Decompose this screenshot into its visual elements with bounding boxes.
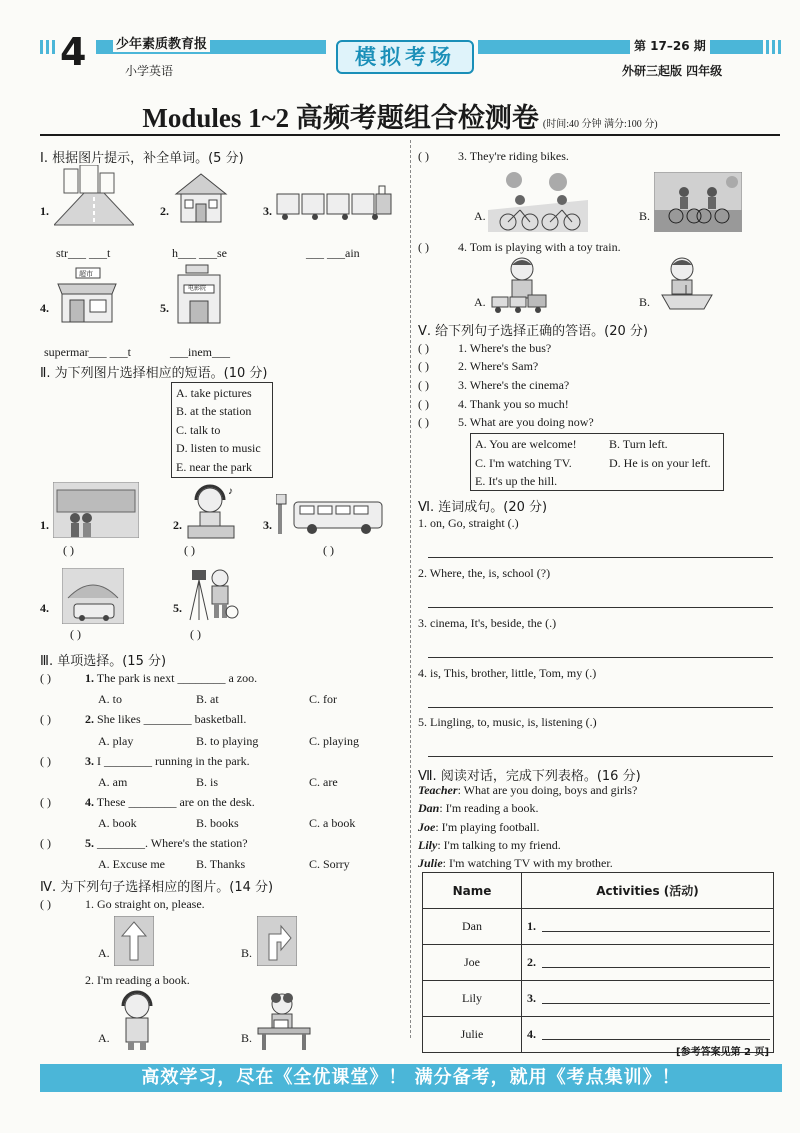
s4-paren-3[interactable]: ( ) — [418, 149, 429, 163]
s4-q2-b-label: B. — [241, 1031, 253, 1045]
s5-paren-4[interactable]: ( ) — [418, 397, 429, 411]
section-6-heading: Ⅵ. 连词成句。(20 分) — [418, 500, 548, 515]
s1-word-5: ___inem___ — [170, 345, 230, 359]
answer-reference: [参考答案见第 2 页] — [676, 1047, 770, 1058]
s3-q4: 4. These ________ are on the desk. — [85, 795, 255, 809]
dialogue-line-joe: Joe: I'm playing football. — [418, 820, 540, 834]
row-answer-4[interactable]: 4. — [522, 1017, 774, 1053]
riding-bikes-picture-b — [654, 172, 742, 232]
s3-q5: 5. ________. Where's the station? — [85, 836, 248, 850]
s3-q1-a: A. to — [98, 692, 122, 706]
s4-q4-a-label: A. — [474, 295, 486, 309]
girl-listening-picture — [112, 990, 162, 1052]
column-divider — [410, 140, 411, 1038]
banner-mock-exam: 模拟考场 — [336, 40, 474, 74]
s3-q1: 1. The park is next ________ a zoo. — [85, 671, 258, 685]
cinema-icon — [176, 263, 222, 325]
s4-q1: 1. Go straight on, please. — [85, 897, 205, 911]
answer-options-box — [470, 433, 724, 491]
dialogue-line-dan: Dan: I'm reading a book. — [418, 801, 539, 815]
table-row — [423, 909, 774, 945]
answer-option-e: E. It's up the hill. — [475, 474, 558, 488]
issue-range: 第 17–26 期 — [630, 37, 710, 54]
s6-item-4: 4. is, This, brother, little, Tom, my (.) — [418, 666, 597, 680]
s2-num-2: 2. — [173, 518, 182, 532]
page-number: 4 — [60, 30, 87, 74]
subject-name: 小学英语 — [125, 64, 174, 78]
s4-q3-a-label: A. — [474, 209, 486, 223]
s3-q2: 2. She likes ________ basketball. — [85, 712, 247, 726]
house-icon — [172, 170, 230, 226]
s3-q2-c: C. playing — [309, 734, 359, 748]
s3-q3-b: B. is — [196, 775, 219, 789]
s1-word-2: h___ ___se — [172, 246, 227, 260]
s2-num-1: 1. — [40, 518, 49, 532]
phrase-options-box — [171, 382, 273, 478]
s3-paren-1[interactable]: ( ) — [40, 671, 51, 685]
s5-q3: 3. Where's the cinema? — [458, 378, 570, 392]
train-icon — [275, 180, 395, 224]
table-row — [423, 945, 774, 981]
s1-num-3: 3. — [263, 204, 272, 218]
turn-right-sign — [257, 916, 297, 966]
page-title: Modules 1~2 高频考题组合检测卷 (时间:40 分钟 满分:100 分) — [142, 103, 658, 133]
s6-answer-line-2[interactable] — [428, 607, 773, 608]
header-bar-right — [478, 40, 760, 54]
dialogue-line-julie: Julie: I'm watching TV with my brother. — [418, 856, 613, 870]
s3-q4-b: B. books — [196, 816, 239, 830]
row-name-joe: Joe — [423, 945, 522, 981]
s4-q4-b-label: B. — [639, 295, 651, 309]
s1-num-2: 2. — [160, 204, 169, 218]
s5-q1: 1. Where's the bus? — [458, 341, 552, 355]
s3-paren-2[interactable]: ( ) — [40, 712, 51, 726]
s1-num-1: 1. — [40, 204, 49, 218]
phrase-option-d: D. listen to music — [176, 441, 261, 455]
s6-item-1: 1. on, Go, straight (.) — [418, 516, 519, 530]
s6-answer-line-4[interactable] — [428, 707, 773, 708]
svg-text:♪: ♪ — [228, 486, 233, 497]
section-1-heading: Ⅰ. 根据图片提示，补全单词。(5 分) — [40, 151, 244, 166]
toy-boat-picture — [656, 255, 716, 315]
cinema-sign: 电影院 — [188, 285, 207, 292]
s2-num-5: 5. — [173, 601, 182, 615]
s3-q1-c: C. for — [309, 692, 337, 706]
phrase-option-b: B. at the station — [176, 404, 252, 418]
toy-train-picture — [490, 255, 550, 315]
s1-num-5: 5. — [160, 301, 169, 315]
answer-option-b: B. Turn left. — [609, 437, 668, 451]
s5-q2: 2. Where's Sam? — [458, 359, 539, 373]
s2-blank-4[interactable]: ( ) — [70, 627, 81, 641]
listen-music-picture — [186, 482, 242, 540]
s5-q5: 5. What are you doing now? — [458, 415, 594, 429]
s2-num-4: 4. — [40, 601, 49, 615]
activities-table — [422, 872, 774, 1053]
s3-q1-b: B. at — [196, 692, 219, 706]
s2-blank-5[interactable]: ( ) — [190, 627, 201, 641]
s5-paren-2[interactable]: ( ) — [418, 359, 429, 373]
s5-paren-3[interactable]: ( ) — [418, 378, 429, 392]
s1-num-4: 4. — [40, 301, 49, 315]
street-icon — [54, 165, 134, 227]
s6-item-3: 3. cinema, It's, beside, the (.) — [418, 616, 557, 630]
s1-word-3: ___ ___ain — [306, 246, 360, 260]
take-pictures-picture — [186, 564, 240, 622]
s4-paren-1[interactable]: ( ) — [40, 897, 51, 911]
phrase-option-c: C. talk to — [176, 423, 221, 437]
row-answer-3[interactable]: 3. — [522, 981, 774, 1017]
row-answer-1[interactable]: 1. — [522, 909, 774, 945]
s1-word-1: str___ ___t — [56, 246, 111, 260]
station-picture — [53, 482, 139, 538]
answer-option-a: A. You are welcome! — [475, 437, 577, 451]
s5-paren-5[interactable]: ( ) — [418, 415, 429, 429]
s6-answer-line-1[interactable] — [428, 557, 773, 558]
section-4-heading: Ⅳ. 为下列句子选择相应的图片。(14 分) — [40, 880, 274, 895]
s4-q1-b-label: B. — [241, 946, 253, 960]
s3-paren-5[interactable]: ( ) — [40, 836, 51, 850]
dialogue-line-lily: Lily: I'm talking to my friend. — [418, 838, 561, 852]
s3-q5-a: A. Excuse me — [98, 857, 165, 871]
s3-q3-c: C. are — [309, 775, 338, 789]
s6-answer-line-5[interactable] — [428, 756, 773, 757]
s2-blank-2[interactable]: ( ) — [184, 543, 195, 557]
s4-paren-4[interactable]: ( ) — [418, 240, 429, 254]
s3-paren-3[interactable]: ( ) — [40, 754, 51, 768]
s5-paren-1[interactable]: ( ) — [418, 341, 429, 355]
s4-q2-a-label: A. — [98, 1031, 110, 1045]
s3-q3: 3. I ________ running in the park. — [85, 754, 250, 768]
riding-bikes-picture-a — [488, 170, 588, 232]
header-stripe-right — [760, 40, 782, 54]
section-5-heading: Ⅴ. 给下列句子选择正确的答语。(20 分) — [418, 324, 648, 339]
s2-blank-1[interactable]: ( ) — [63, 543, 74, 557]
s4-q3: 3. They're riding bikes. — [458, 149, 569, 163]
supermarket-sign: 超市 — [79, 270, 93, 278]
row-answer-2[interactable]: 2. — [522, 945, 774, 981]
s1-word-4: supermar___ ___t — [44, 345, 131, 359]
s5-q4: 4. Thank you so much! — [458, 397, 569, 411]
s3-q5-c: C. Sorry — [309, 857, 350, 871]
s4-q1-a-label: A. — [98, 946, 110, 960]
answer-option-c: C. I'm watching TV. — [475, 456, 572, 470]
s3-q5-b: B. Thanks — [196, 857, 246, 871]
s3-q3-a: A. am — [98, 775, 128, 789]
s6-item-5: 5. Lingling, to, music, is, listening (.) — [418, 715, 597, 729]
table-row — [423, 981, 774, 1017]
section-7-heading: Ⅶ. 阅读对话，完成下列表格。(16 分) — [418, 769, 641, 784]
row-name-julie: Julie — [423, 1017, 522, 1053]
s6-item-2: 2. Where, the, is, school (?) — [418, 566, 551, 580]
girl-reading-picture — [256, 990, 312, 1052]
answer-option-d: D. He is on your left. — [609, 456, 711, 470]
s6-answer-line-3[interactable] — [428, 657, 773, 658]
s2-blank-3[interactable]: ( ) — [323, 543, 334, 557]
phrase-option-e: E. near the park — [176, 460, 252, 474]
phrase-option-a: A. take pictures — [176, 386, 252, 400]
edition-label: 外研三起版 四年级 — [622, 64, 723, 78]
section-2-heading: Ⅱ. 为下列图片选择相应的短语。(10 分) — [40, 366, 268, 381]
section-3-heading: Ⅲ. 单项选择。(15 分) — [40, 654, 167, 669]
s3-q2-a: A. play — [98, 734, 134, 748]
straight-arrow-sign — [114, 916, 154, 966]
bus-picture — [276, 494, 386, 536]
dialogue-line-teacher: Teacher: What are you doing, boys and girls? — [418, 783, 638, 797]
s3-q2-b: B. to playing — [196, 734, 259, 748]
time-score-note: (时间:40 分钟 满分:100 分) — [542, 119, 658, 130]
s3-paren-4[interactable]: ( ) — [40, 795, 51, 809]
title-rule — [40, 134, 780, 136]
park-picture — [62, 568, 124, 624]
footer-banner: 高效学习，尽在《全优课堂》！ 满分备考，就用《考点集训》！ — [40, 1064, 782, 1092]
col-header-activities: Activities (活动) — [522, 873, 774, 909]
s3-q4-a: A. book — [98, 816, 137, 830]
row-name-lily: Lily — [423, 981, 522, 1017]
row-name-dan: Dan — [423, 909, 522, 945]
s2-num-3: 3. — [263, 518, 272, 532]
col-header-name: Name — [423, 873, 522, 909]
s3-q4-c: C. a book — [309, 816, 356, 830]
s4-q2: 2. I'm reading a book. — [85, 973, 190, 987]
header-stripe-left — [40, 40, 56, 54]
s4-q4: 4. Tom is playing with a toy train. — [458, 240, 621, 254]
newspaper-name: 少年素质教育报 — [113, 33, 210, 52]
s4-q3-b-label: B. — [639, 209, 651, 223]
